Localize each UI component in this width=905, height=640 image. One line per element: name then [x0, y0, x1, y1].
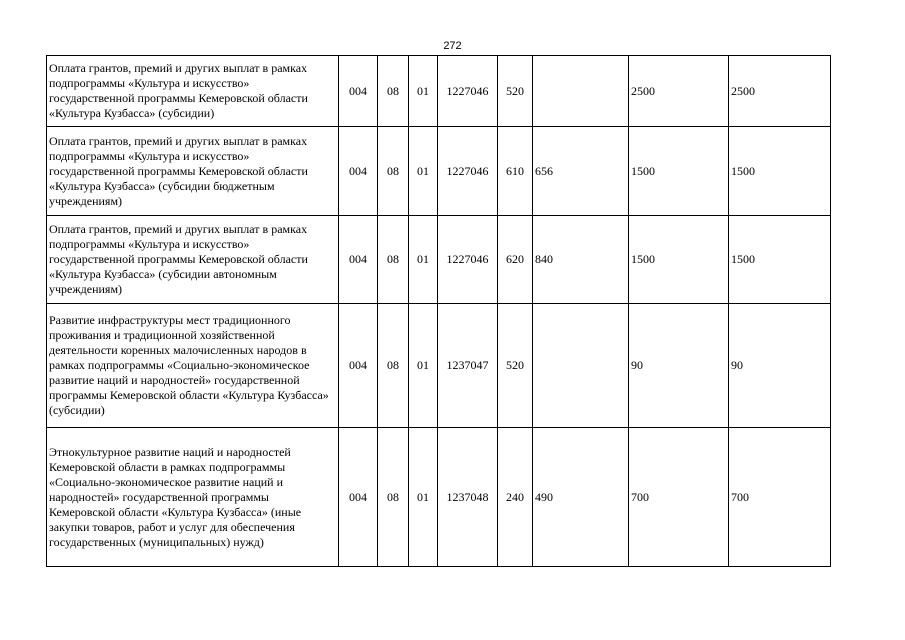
expense-type-code: 520 — [498, 304, 533, 428]
expense-type-code: 620 — [498, 216, 533, 304]
amount-col7: 2500 — [629, 56, 729, 127]
section-code: 08 — [378, 428, 409, 567]
section-code: 08 — [378, 127, 409, 216]
row-name: Этнокультурное развитие наций и народностей Кемеровской области в рамках подпрограммы «Социально-экономическое развитие наций и народностей» государственной программы Кемеровской области «Культура Кузбасса» (иные закупки товаров, работ и услуг для обеспечения государственных (муниципальных) нужд) — [47, 428, 339, 567]
ministry-code: 004 — [339, 216, 378, 304]
table-row — [47, 428, 831, 567]
target-code: 1237048 — [438, 428, 498, 567]
subsection-code: 01 — [409, 56, 438, 127]
section-code: 08 — [378, 56, 409, 127]
ministry-code: 004 — [339, 428, 378, 567]
section-code: 08 — [378, 304, 409, 428]
budget-table — [46, 55, 831, 567]
target-code: 1227046 — [438, 127, 498, 216]
expense-type-code: 520 — [498, 56, 533, 127]
ministry-code: 004 — [339, 127, 378, 216]
amount-col6: 490 — [533, 428, 629, 567]
amount-col7: 90 — [629, 304, 729, 428]
row-name: Развитие инфраструктуры мест традиционного проживания и традиционной хозяйственной деятельности коренных малочисленных народов в рамках подпрограммы «Социально-экономическое развитие наций и народностей» государственной программы Кемеровской области «Культура Кузбасса» (субсидии) — [47, 304, 339, 428]
amount-col6: 656 — [533, 127, 629, 216]
subsection-code: 01 — [409, 428, 438, 567]
amount-col6 — [533, 56, 629, 127]
table-row — [47, 216, 831, 304]
amount-col6 — [533, 304, 629, 428]
subsection-code: 01 — [409, 127, 438, 216]
amount-col8: 90 — [729, 304, 831, 428]
ministry-code: 004 — [339, 304, 378, 428]
row-name: Оплата грантов, премий и других выплат в рамках подпрограммы «Культура и искусство» государственной программы Кемеровской области «Культура Кузбасса» (субсидии) — [47, 56, 339, 127]
row-name: Оплата грантов, премий и других выплат в рамках подпрограммы «Культура и искусство» государственной программы Кемеровской области «Культура Кузбасса» (субсидии автономным учреждениям) — [47, 216, 339, 304]
amount-col7: 1500 — [629, 127, 729, 216]
expense-type-code: 240 — [498, 428, 533, 567]
section-code: 08 — [378, 216, 409, 304]
table-row — [47, 56, 831, 127]
subsection-code: 01 — [409, 216, 438, 304]
expense-type-code: 610 — [498, 127, 533, 216]
table-row — [47, 127, 831, 216]
subsection-code: 01 — [409, 304, 438, 428]
target-code: 1237047 — [438, 304, 498, 428]
amount-col8: 1500 — [729, 216, 831, 304]
amount-col7: 1500 — [629, 216, 729, 304]
target-code: 1227046 — [438, 56, 498, 127]
page-number: 272 — [443, 40, 462, 52]
amount-col8: 700 — [729, 428, 831, 567]
target-code: 1227046 — [438, 216, 498, 304]
amount-col6: 840 — [533, 216, 629, 304]
amount-col8: 2500 — [729, 56, 831, 127]
amount-col7: 700 — [629, 428, 729, 567]
row-name: Оплата грантов, премий и других выплат в рамках подпрограммы «Культура и искусство» государственной программы Кемеровской области «Культура Кузбасса» (субсидии бюджетным учреждениям) — [47, 127, 339, 216]
ministry-code: 004 — [339, 56, 378, 127]
amount-col8: 1500 — [729, 127, 831, 216]
table-row — [47, 304, 831, 428]
